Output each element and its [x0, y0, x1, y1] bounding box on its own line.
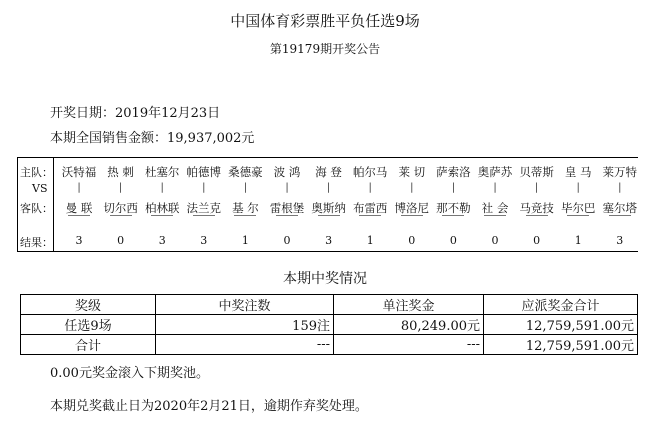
away-team: 法兰克 [186, 201, 222, 215]
home-team: 桑德豪 [228, 165, 263, 179]
divider-line [359, 215, 381, 216]
header-cell: 应派奖金合计 [484, 295, 638, 315]
match-result: 0 [117, 234, 125, 247]
vs-separator: | [160, 182, 164, 193]
page-title: 中国体育彩票胜平负任选9场 [230, 12, 420, 30]
home-team: 皇 马 [564, 165, 592, 179]
divider-line [110, 215, 132, 216]
away-team: 基 尔 [232, 201, 259, 215]
single-prize-cell: --- [334, 335, 484, 355]
match-column [474, 158, 516, 251]
home-team: 萨索洛 [436, 165, 471, 179]
result-label: 结果： [20, 236, 53, 249]
match-result: 1 [574, 234, 582, 247]
total-prize-cell: 12,759,591.00元 [484, 335, 638, 355]
column-divider [53, 158, 54, 251]
match-result: 1 [241, 234, 249, 247]
home-team-label: 主队： [20, 166, 53, 179]
match-column [599, 158, 641, 251]
divider-line [151, 215, 173, 216]
divider-line [401, 215, 423, 216]
vs-separator: | [493, 182, 497, 193]
home-team: 沃特福 [61, 165, 97, 179]
prize-level-cell: 合计 [21, 335, 156, 355]
match-column [224, 158, 266, 251]
home-team: 波 鸿 [273, 165, 301, 179]
match-column [516, 158, 558, 251]
match-column [141, 158, 183, 251]
winner-count-cell: 159注 [156, 315, 334, 335]
vs-separator: | [326, 182, 331, 193]
divider-line [526, 215, 548, 216]
home-team: 海 登 [315, 165, 342, 179]
divider-line [484, 215, 506, 216]
divider-line [234, 215, 256, 216]
match-result: 3 [616, 234, 624, 247]
away-team: 博洛尼 [394, 201, 430, 215]
vs-separator: | [618, 182, 622, 193]
divider-line [567, 215, 589, 216]
single-prize-cell: 80,249.00元 [334, 315, 484, 335]
match-column [349, 158, 391, 251]
match-column [557, 158, 599, 251]
header-cell: 单注奖金 [334, 295, 484, 315]
away-team: 曼 联 [65, 201, 93, 215]
vs-separator: | [534, 182, 539, 193]
away-team: 切尔西 [103, 201, 138, 215]
match-result: 0 [408, 234, 416, 247]
vs-label: VS [32, 182, 48, 195]
prize-level-cell: 任选9场 [21, 315, 156, 335]
match-result: 1 [366, 234, 374, 247]
match-column [100, 158, 142, 251]
match-result: 3 [75, 234, 83, 247]
home-team: 杜塞尔 [144, 165, 180, 179]
match-column [58, 158, 100, 251]
home-team: 帕尔马 [352, 165, 388, 179]
away-team: 雷根堡 [269, 201, 305, 215]
total-prize-cell: 12,759,591.00元 [484, 315, 638, 335]
draw-date: 开奖日期：2019年12月23日 [50, 106, 221, 121]
match-table [17, 157, 638, 252]
vs-separator: | [368, 182, 372, 193]
home-team: 莱 切 [398, 165, 426, 179]
home-team: 贝蒂斯 [519, 165, 554, 179]
match-result: 3 [158, 234, 166, 247]
prize-section-title: 本期中奖情况 [283, 271, 367, 287]
vs-separator: | [410, 182, 414, 193]
match-column [308, 158, 350, 251]
divider-line [193, 215, 215, 216]
vs-separator: | [576, 182, 580, 193]
table-row [21, 315, 638, 335]
winner-count-cell: --- [156, 335, 334, 355]
away-team: 柏林联 [144, 201, 180, 215]
vs-separator: | [285, 182, 289, 193]
home-team: 奥萨苏 [477, 165, 513, 179]
match-result: 0 [449, 234, 457, 247]
match-column [391, 158, 433, 251]
match-column [432, 158, 474, 251]
match-column [266, 158, 308, 251]
away-team: 毕尔巴 [560, 201, 596, 215]
away-team: 布雷西 [352, 201, 388, 215]
match-result: 0 [491, 234, 499, 247]
table-row [21, 335, 638, 355]
match-result: 0 [283, 234, 291, 247]
vs-separator: | [77, 182, 81, 193]
vs-separator: | [451, 182, 456, 193]
home-team: 莱万特 [602, 165, 638, 179]
vs-separator: | [118, 182, 123, 193]
away-team-label: 客队： [20, 202, 53, 215]
vs-separator: | [202, 182, 206, 193]
away-team: 奥斯纳 [311, 201, 346, 215]
home-team: 热 刺 [107, 165, 134, 179]
header-cell: 中奖注数 [156, 295, 334, 315]
prize-table [20, 294, 638, 355]
match-column [183, 158, 225, 251]
sales-amount: 本期全国销售金额：19,937,002元 [50, 131, 255, 146]
divider-line [609, 215, 631, 216]
issue-subtitle: 第19179期开奖公告 [269, 42, 381, 56]
rollover-note: 0.00元奖金滚入下期奖池。 [50, 366, 209, 381]
away-team: 那不勒 [436, 201, 471, 215]
away-team: 塞尔塔 [602, 201, 638, 215]
divider-line [276, 215, 298, 216]
away-team: 马竞技 [519, 201, 554, 215]
match-result: 0 [533, 234, 541, 247]
divider-line [318, 215, 340, 216]
away-team: 社 会 [481, 201, 509, 215]
prize-table-header [21, 295, 638, 315]
home-team: 帕德博 [186, 165, 222, 179]
match-result: 3 [200, 234, 208, 247]
header-cell: 奖级 [21, 295, 156, 315]
divider-line [442, 215, 464, 216]
match-result: 3 [325, 234, 333, 247]
vs-separator: | [243, 182, 248, 193]
divider-line [68, 215, 90, 216]
deadline-note: 本期兑奖截止日为2020年2月21日，逾期作弃奖处理。 [50, 399, 368, 414]
